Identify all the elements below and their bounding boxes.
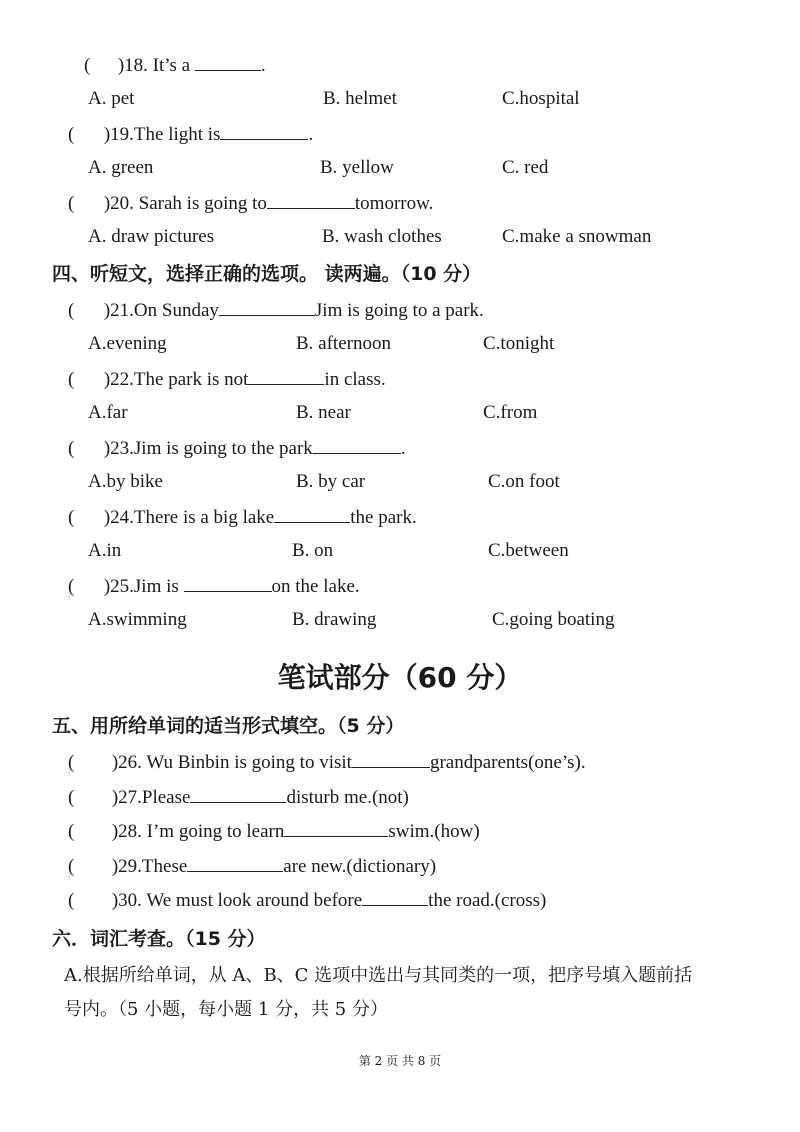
question-text-end: grandparents(one’s).	[429, 752, 586, 773]
option-c: C.going boating	[492, 609, 615, 630]
question-number: )22.	[103, 369, 134, 390]
answer-paren[interactable]: (	[68, 124, 75, 145]
option-c: C.hospital	[502, 88, 580, 109]
answer-blank[interactable]	[195, 52, 261, 71]
question-25	[68, 573, 360, 599]
question-text-end: swim.(how)	[388, 821, 480, 842]
option-b: B. yellow	[320, 157, 394, 178]
option-a: A. green	[88, 157, 154, 178]
answer-blank[interactable]	[352, 749, 430, 768]
question-number: )28.	[111, 821, 142, 842]
answer-blank[interactable]	[187, 853, 283, 872]
question-text-end: the road.(cross)	[428, 890, 547, 911]
question-text: Jim is	[133, 576, 184, 597]
question-28	[68, 818, 480, 844]
question-text-end: tomorrow.	[354, 193, 434, 214]
question-text: The park is not	[133, 369, 249, 390]
option-c: C.tonight	[483, 333, 555, 354]
answer-paren[interactable]: (	[68, 752, 75, 773]
question-24	[68, 504, 417, 530]
answer-paren[interactable]: (	[68, 507, 75, 528]
question-text: It’s a	[147, 55, 195, 76]
option-b: B. afternoon	[296, 333, 391, 354]
written-part-title: 笔试部分（60 分）	[277, 661, 523, 694]
option-c: C. red	[502, 157, 549, 178]
question-text: Wu Binbin is going to visit	[141, 752, 352, 773]
answer-blank[interactable]	[284, 818, 388, 837]
question-text-end: are new.(dictionary)	[283, 856, 437, 877]
answer-paren[interactable]: (	[84, 55, 91, 76]
question-22	[68, 366, 386, 392]
question-text: We must look around before	[141, 890, 363, 911]
option-a: A.swimming	[88, 609, 187, 630]
question-number: )19.	[103, 124, 134, 145]
answer-paren[interactable]: (	[68, 576, 75, 597]
option-b: B. drawing	[292, 609, 377, 630]
option-c: C.from	[483, 402, 538, 423]
question-text: Please	[141, 787, 191, 808]
question-text-end: .	[260, 55, 266, 76]
answer-paren[interactable]: (	[68, 438, 75, 459]
option-c: C.on foot	[488, 471, 560, 492]
question-21	[68, 297, 484, 323]
question-23	[68, 435, 406, 461]
question-20	[68, 190, 433, 216]
answer-blank[interactable]	[184, 573, 272, 592]
question-18	[84, 52, 266, 78]
question-text-end: .	[308, 124, 314, 145]
answer-paren[interactable]: (	[68, 369, 75, 390]
answer-paren[interactable]: (	[68, 300, 75, 321]
question-text: The light is	[133, 124, 221, 145]
answer-blank[interactable]	[274, 504, 350, 523]
question-number: )27.	[111, 787, 142, 808]
question-number: )29.	[111, 856, 142, 877]
answer-blank[interactable]	[220, 121, 308, 140]
option-b: B. on	[292, 540, 334, 561]
option-b: B. near	[296, 402, 351, 423]
question-19	[68, 121, 313, 147]
question-number: )24.	[103, 507, 134, 528]
section-6-instruction-line-2: 号内。（5 小题，每小题 1 分，共 5 分）	[64, 999, 388, 1020]
question-26	[68, 749, 586, 775]
question-27	[68, 784, 409, 810]
option-a: A.evening	[88, 333, 167, 354]
question-number: )21.	[103, 300, 134, 321]
question-text: Sarah is going to	[133, 193, 267, 214]
option-a: A.far	[88, 402, 128, 423]
answer-blank[interactable]	[362, 887, 428, 906]
option-a: A. draw pictures	[88, 226, 215, 247]
answer-paren[interactable]: (	[68, 890, 75, 911]
answer-blank[interactable]	[267, 190, 355, 209]
answer-blank[interactable]	[313, 435, 401, 454]
option-c: C.between	[488, 540, 569, 561]
question-text-end: on the lake.	[271, 576, 360, 597]
question-30	[68, 887, 546, 913]
question-number: )18.	[117, 55, 148, 76]
answer-paren[interactable]: (	[68, 821, 75, 842]
answer-paren[interactable]: (	[68, 193, 75, 214]
question-text: These	[141, 856, 188, 877]
question-text-end: .	[400, 438, 406, 459]
question-number: )26.	[111, 752, 142, 773]
section-4-title: 四、听短文，选择正确的选项。 读两遍。（10 分）	[52, 263, 482, 285]
answer-paren[interactable]: (	[68, 856, 75, 877]
question-text: Jim is going to the park	[133, 438, 313, 459]
question-number: )25.	[103, 576, 134, 597]
answer-blank[interactable]	[219, 297, 315, 316]
option-b: B. helmet	[323, 88, 397, 109]
question-text-end: Jim is going to a park.	[314, 300, 484, 321]
question-number: )23.	[103, 438, 134, 459]
page-footer: 第 2 页 共 8 页	[358, 1054, 442, 1068]
section-5-title: 五、用所给单词的适当形式填空。（5 分）	[52, 715, 405, 737]
option-b: B. by car	[296, 471, 366, 492]
answer-blank[interactable]	[248, 366, 324, 385]
question-29	[68, 853, 436, 879]
option-b: B. wash clothes	[322, 226, 442, 247]
question-number: )30.	[111, 890, 142, 911]
answer-paren[interactable]: (	[68, 787, 75, 808]
option-a: A. pet	[88, 88, 135, 109]
question-text: There is a big lake	[133, 507, 275, 528]
question-number: )20.	[103, 193, 134, 214]
section-6-title: 六．词汇考查。（15 分）	[52, 928, 266, 950]
question-text-end: the park.	[350, 507, 417, 528]
question-text-end: in class.	[324, 369, 386, 390]
question-text: I’m going to learn	[141, 821, 285, 842]
question-text: On Sunday	[133, 300, 219, 321]
option-a: A.in	[88, 540, 122, 561]
section-6-instruction-line-1: A.根据所给单词，从 A、B、C 选项中选出与其同类的一项，把序号填入题前括	[64, 965, 693, 986]
answer-blank[interactable]	[190, 784, 286, 803]
question-text-end: disturb me.(not)	[286, 787, 409, 808]
option-a: A.by bike	[88, 471, 163, 492]
option-c: C.make a snowman	[502, 226, 652, 247]
